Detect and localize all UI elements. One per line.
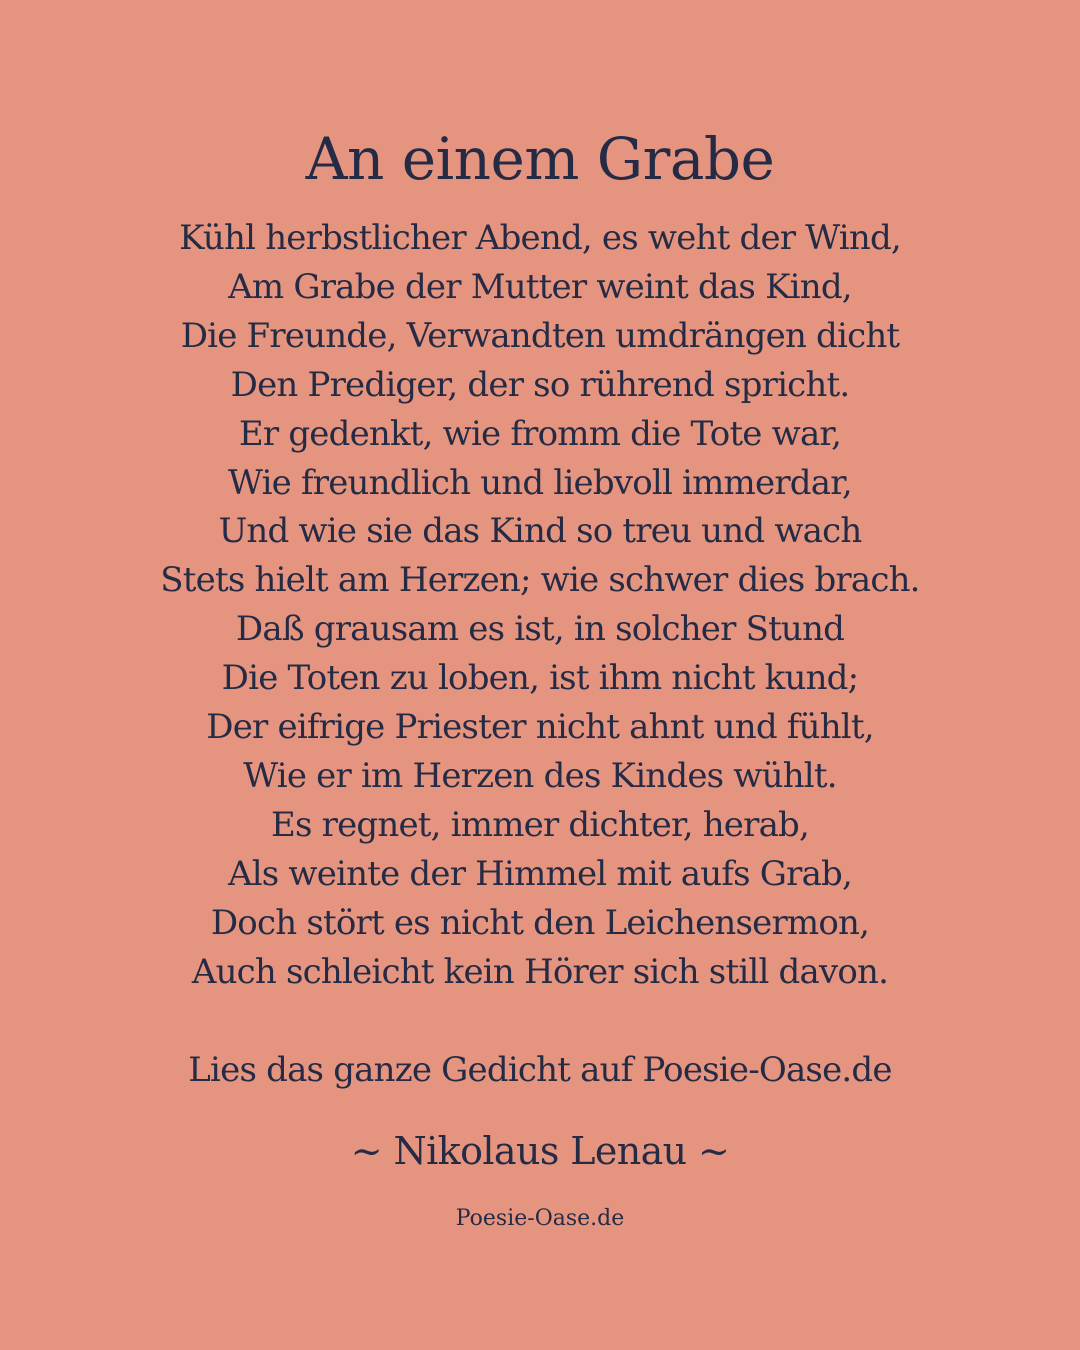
poem-line: Wie freundlich und liebvoll immerdar, bbox=[228, 462, 852, 503]
site-watermark: Poesie-Oase.de bbox=[455, 1206, 625, 1231]
poem-line: Den Prediger, der so rührend spricht. bbox=[230, 364, 850, 405]
read-more-text: Lies das ganze Gedicht auf Poesie-Oase.de bbox=[188, 1050, 892, 1090]
poem-line: Als weinte der Himmel mit aufs Grab, bbox=[227, 853, 853, 894]
poem-body bbox=[0, 214, 1080, 997]
poem-line: Doch stört es nicht den Leichensermon, bbox=[210, 902, 870, 943]
poem-author: ~ Nikolaus Lenau ~ bbox=[350, 1129, 730, 1173]
poem-line: Und wie sie das Kind so treu und wach bbox=[218, 511, 862, 552]
poem-line: Daß grausam es ist, in solcher Stund bbox=[235, 609, 845, 650]
poem-line: Die Freunde, Verwandten umdrängen dicht bbox=[180, 315, 900, 356]
poem-line: Stets hielt am Herzen; wie schwer dies brach. bbox=[160, 560, 920, 601]
poem-line: Es regnet, immer dichter, herab, bbox=[270, 804, 810, 845]
poem-line: Er gedenkt, wie fromm die Tote war, bbox=[238, 413, 842, 454]
poem-title: An einem Grabe bbox=[305, 125, 775, 193]
poem-line: Am Grabe der Mutter weint das Kind, bbox=[228, 266, 852, 307]
poem-line: Wie er im Herzen des Kindes wühlt. bbox=[243, 755, 837, 796]
poem-line: Der eifrige Priester nicht ahnt und fühlt, bbox=[206, 707, 874, 748]
poem-line: Auch schleicht kein Hörer sich still davon. bbox=[191, 951, 889, 992]
poem-line: Die Toten zu loben, ist ihm nicht kund; bbox=[221, 658, 859, 699]
poem-line: Kühl herbstlicher Abend, es weht der Wind, bbox=[179, 218, 901, 258]
